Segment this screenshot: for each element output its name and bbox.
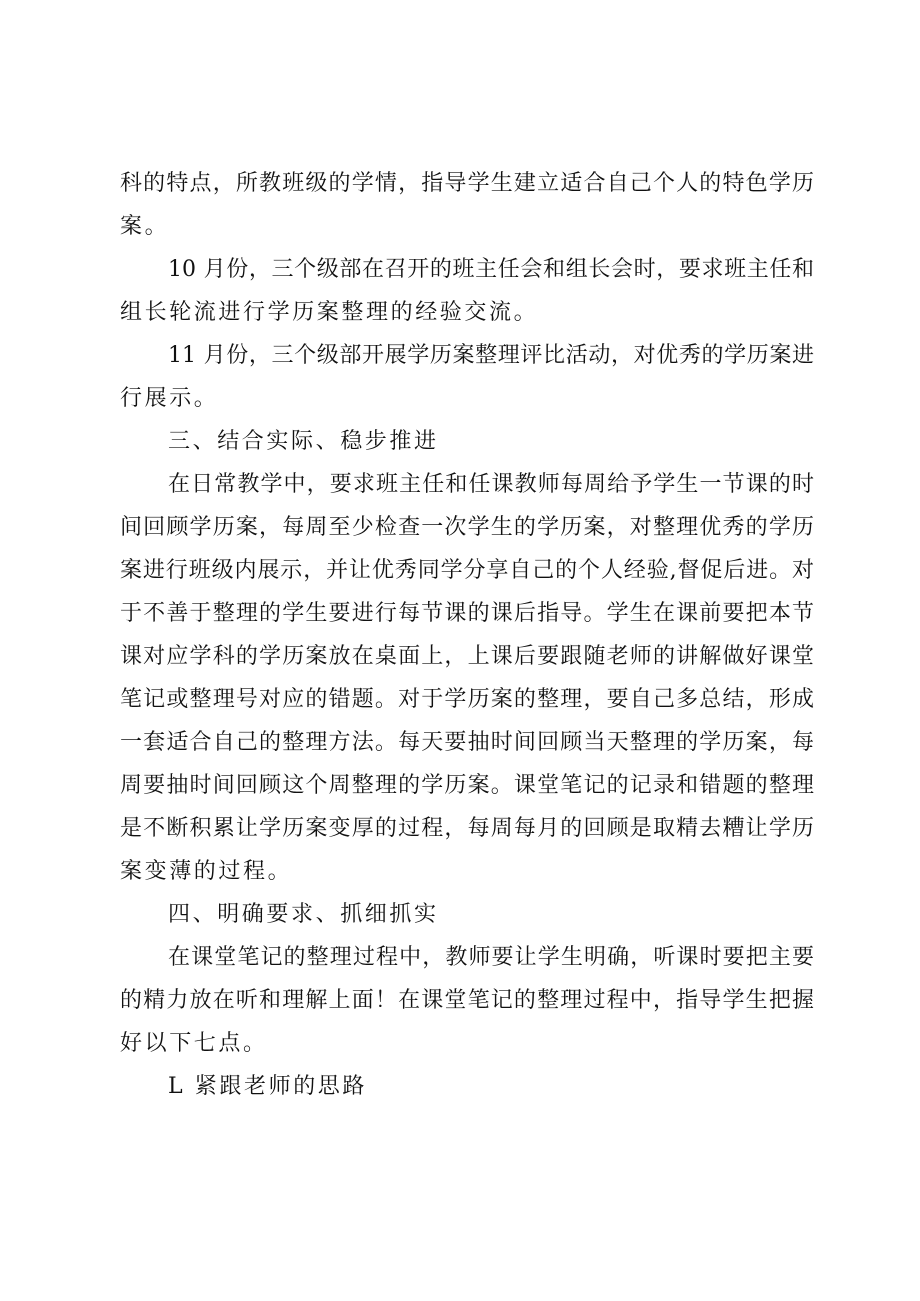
text-line: 组长轮流进行学历案整理的经验交流。: [120, 300, 539, 325]
text-line: L 紧跟老师的思路: [168, 1074, 368, 1099]
text-line: 案。: [120, 214, 170, 239]
text-line: 笔记或整理号对应的错题。对于学历案的整理，要自己多总结，形成: [120, 687, 814, 712]
heading-section-4: [120, 893, 814, 936]
text-line: 在课堂笔记的整理过程中，教师要让学生明确，听课时要把主要: [168, 945, 814, 970]
text-line: 一套适合自己的整理方法。每天要抽时间回顾当天整理的学历案，每: [120, 730, 814, 755]
paragraph-continuation: [120, 162, 814, 248]
paragraph-november: [120, 334, 814, 420]
document-page: [120, 162, 814, 1108]
text-line: 好以下七点。: [120, 1031, 268, 1056]
paragraph-daily-teaching: [120, 463, 814, 893]
text-line: 课对应学科的学历案放在桌面上，上课后要跟随老师的讲解做好课堂: [120, 644, 814, 669]
text-line: 四、明确要求、抓细抓实: [168, 902, 439, 927]
heading-section-3: [120, 420, 814, 463]
text-line: 11 月份，三个级部开展学历案整理评比活动，对优秀的学历案进: [168, 343, 814, 368]
text-line: 的精力放在听和理解上面！在课堂笔记的整理过程中，指导学生把握: [120, 988, 814, 1013]
paragraph-october: [120, 248, 814, 334]
text-line: 周要抽时间回顾这个周整理的学历案。课堂笔记的记录和错题的整理: [120, 773, 814, 798]
paragraph-class-notes: [120, 936, 814, 1065]
text-line: 行展示。: [120, 386, 219, 411]
text-line: 间回顾学历案，每周至少检查一次学生的学历案，对整理优秀的学历: [120, 515, 814, 540]
text-line: 案进行班级内展示，并让优秀同学分享自己的个人经验,督促后进。对: [120, 558, 814, 583]
text-line: 10 月份，三个级部在召开的班主任会和组长会时，要求班主任和: [168, 257, 814, 282]
text-line: 在日常教学中，要求班主任和任课教师每周给予学生一节课的时: [168, 472, 814, 497]
text-line: 案变薄的过程。: [120, 859, 293, 884]
text-line: 于不善于整理的学生要进行每节课的课后指导。学生在课前要把本节: [120, 601, 814, 626]
list-item-1: [120, 1065, 814, 1108]
text-line: 是不断积累让学历案变厚的过程，每周每月的回顾是取精去糟让学历: [120, 816, 814, 841]
text-line: 三、结合实际、稳步推进: [168, 429, 439, 454]
text-line: 科的特点，所教班级的学情，指导学生建立适合自己个人的特色学历: [120, 171, 814, 196]
